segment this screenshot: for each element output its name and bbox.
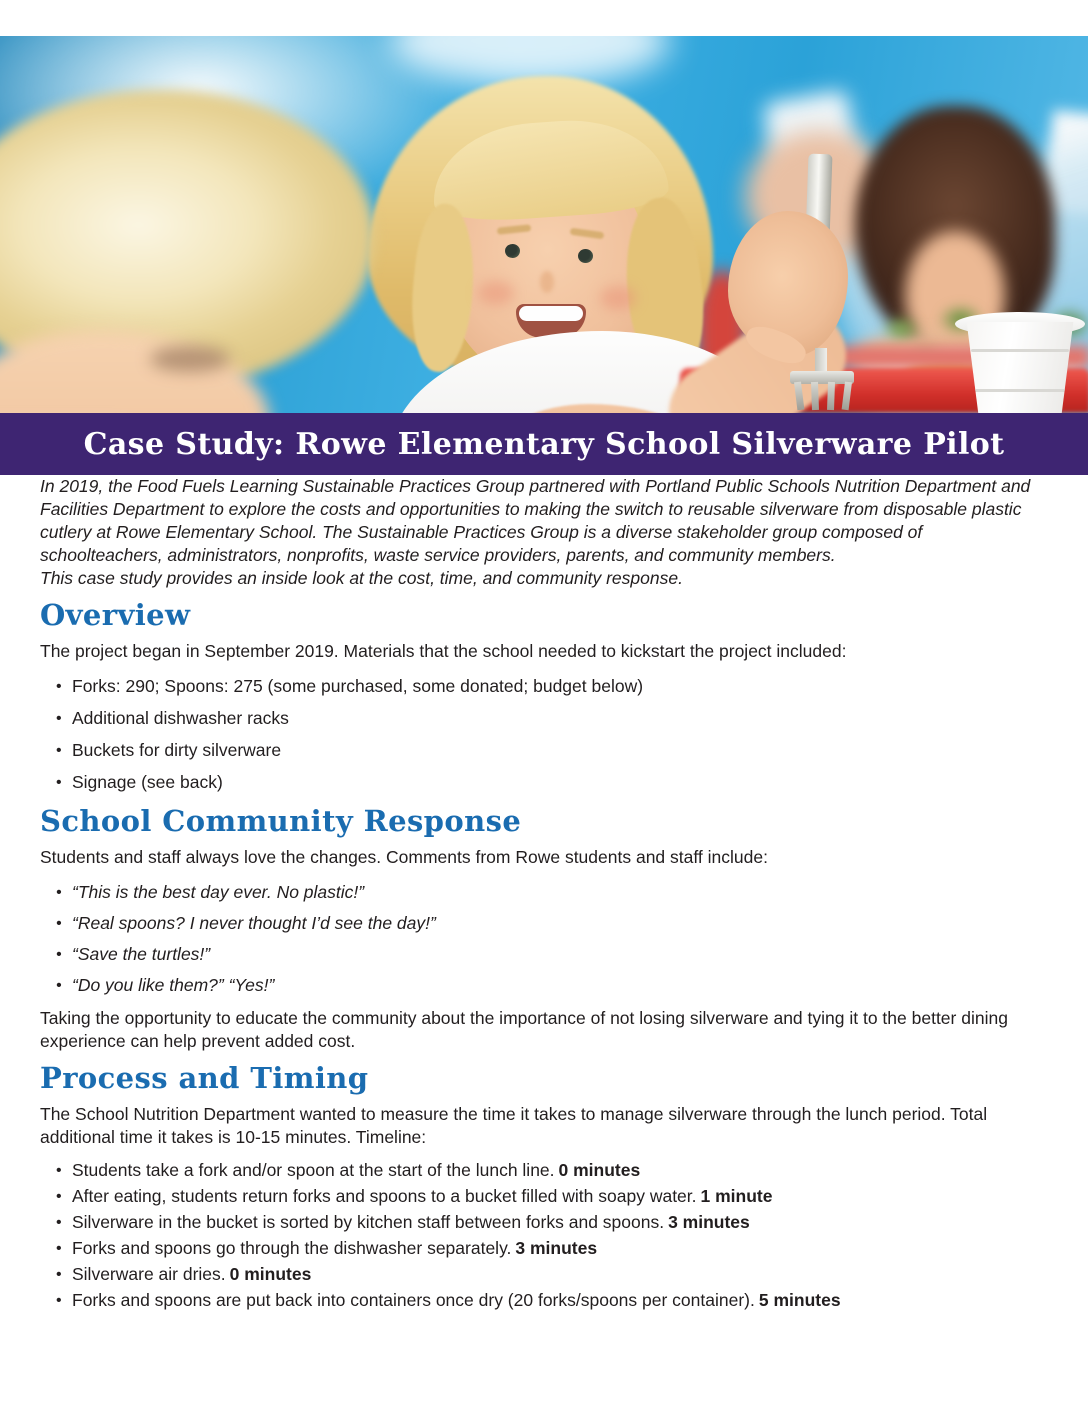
overview-list (40, 675, 1040, 794)
timeline-item (40, 1159, 1040, 1182)
lede-paragraph: This case study provides an inside look at the cost, time, and community response. (40, 568, 683, 588)
photo-girl-nose (540, 271, 554, 293)
timeline-item (40, 1289, 1040, 1312)
list-item: • Additional dishwasher racks (40, 707, 1040, 730)
timeline-step: After eating, students return forks and spoons to a bucket filled with soapy water. (72, 1186, 697, 1206)
community-heading: School Community Response (40, 804, 522, 838)
title-banner (0, 413, 1088, 475)
quote-item: • “This is the best day ever. No plastic!” (40, 881, 1040, 904)
community-paragraph: Students and staff always love the changes. Comments from Rowe students and staff include: (40, 847, 768, 867)
document-body (40, 475, 1040, 1322)
quote-item: • “Do you like them?” “Yes!” (40, 974, 1040, 997)
community-closing-paragraph: Taking the opportunity to educate the community about the importance of not losing silverware and tying it to the better dining experience can help prevent added cost. (40, 1008, 1008, 1051)
hero-photo (0, 36, 1088, 413)
timeline-item (40, 1211, 1040, 1234)
photo-girl-cheek-right (600, 286, 636, 310)
timeline-step: Silverware in the bucket is sorted by kitchen staff between forks and spoons. (72, 1212, 665, 1232)
quote-item: • “Real spoons? I never thought I’d see the day!” (40, 912, 1040, 935)
timeline-time: 0 minutes (558, 1160, 641, 1180)
photo-girl-cheek-left (478, 281, 514, 305)
community-quote-list (40, 881, 1040, 997)
timeline-time: 3 minutes (515, 1238, 598, 1258)
timeline-item (40, 1263, 1040, 1286)
timeline-step: Forks and spoons go through the dishwasher separately. (72, 1238, 512, 1258)
photo-girl-eye-left (505, 244, 520, 258)
photo-girl-teeth (519, 306, 583, 321)
timeline-time: 5 minutes (758, 1290, 841, 1310)
quote-item: • “Save the turtles!” (40, 943, 1040, 966)
page-title: Case Study: Rowe Elementary School Silverware Pilot (83, 426, 1005, 462)
photo-boy-eye-shadow (150, 346, 230, 372)
photo-foam-cup-ridge (971, 389, 1068, 392)
list-item: • Buckets for dirty silverware (40, 739, 1040, 762)
timeline-time: 0 minutes (229, 1264, 312, 1284)
photo-foam-cup (962, 322, 1078, 413)
photo-foam-cup-ridge (971, 349, 1068, 352)
timeline-item (40, 1185, 1040, 1208)
timeline-item (40, 1237, 1040, 1260)
list-item: • Signage (see back) (40, 771, 1040, 794)
process-paragraph: The School Nutrition Department wanted to measure the time it takes to manage silverware through the lunch period. Total additional time it takes is 10-15 minutes. Timeline: (40, 1104, 988, 1147)
process-heading: Process and Timing (40, 1061, 369, 1095)
photo-fork-tine (827, 382, 835, 410)
timeline-time: 3 minutes (668, 1212, 750, 1232)
timeline-time: 1 minute (700, 1186, 773, 1206)
list-item: • Forks: 290; Spoons: 275 (some purchased, some donated; budget below) (40, 675, 1040, 698)
timeline-list (40, 1159, 1040, 1312)
overview-paragraph: The project began in September 2019. Materials that the school needed to kickstart the project included: (40, 641, 847, 661)
photo-girl-eye-right (578, 249, 593, 263)
timeline-step: Silverware air dries. (72, 1264, 226, 1284)
timeline-step: Forks and spoons are put back into containers once dry (20 forks/spoons per container). (72, 1290, 755, 1310)
intro-paragraph: In 2019, the Food Fuels Learning Sustainable Practices Group partnered with Portland Public Schools Nutrition Department and Facilities Department to explore the costs and opportunities to making the switch to reusable silverware from disposable plastic cutlery at Rowe Elementary School. The Sustainable Practices Group is a diverse stakeholder group composed of schoolteachers, administrators, nonprofits, waste service providers, parents, and community members. (40, 476, 1031, 565)
photo-fork-tine (811, 382, 819, 410)
timeline-step: Students take a fork and/or spoon at the start of the lunch line. (72, 1160, 555, 1180)
overview-heading: Overview (40, 598, 191, 632)
